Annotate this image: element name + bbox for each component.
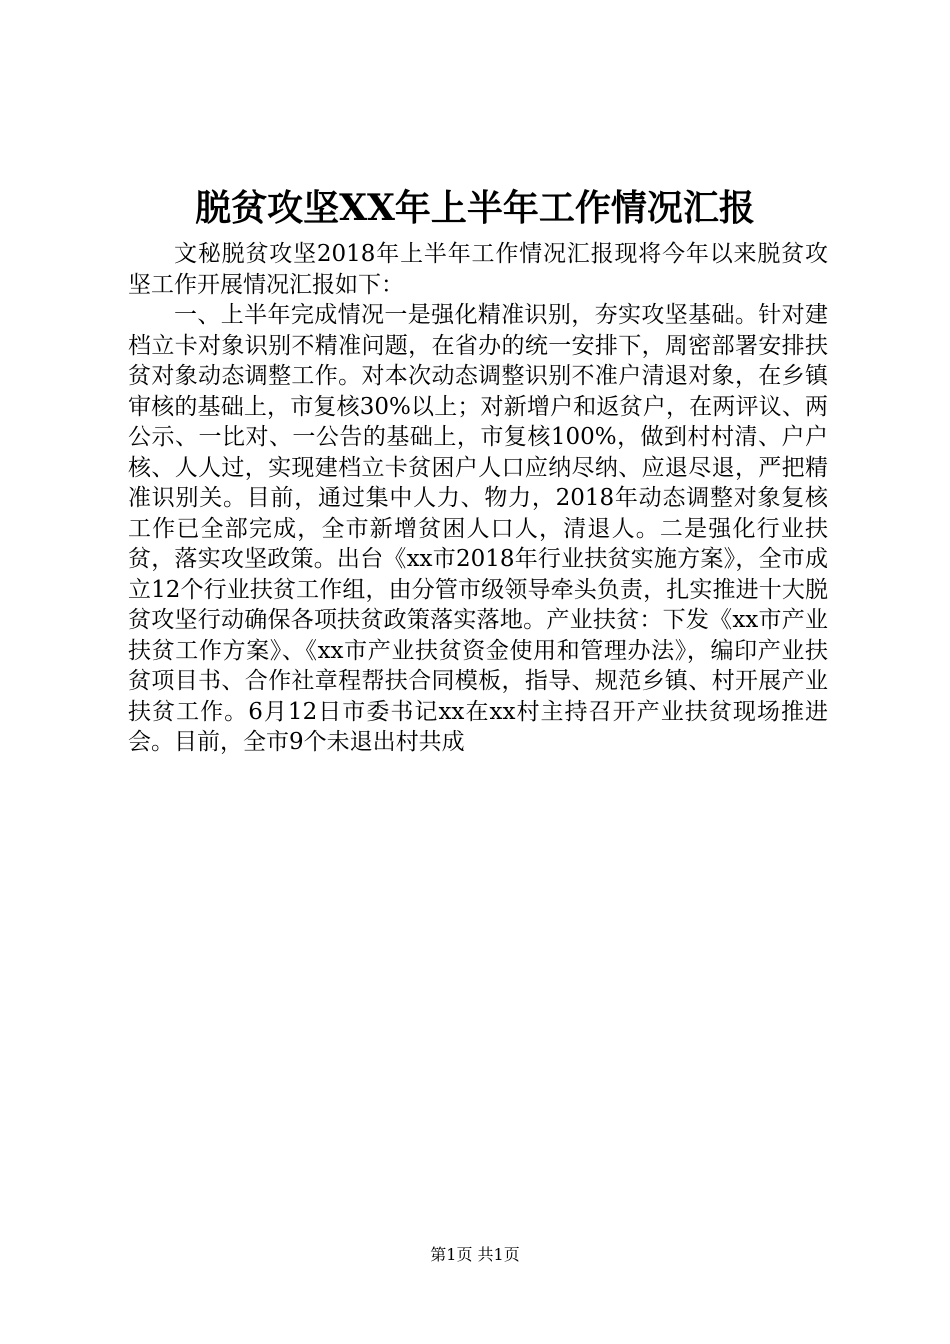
document-body	[128, 239, 828, 758]
paragraph-main: 一、上半年完成情况一是强化精准识别，夯实攻坚基础。针对建档立卡对象识别不精准问题，在省办的统一安排下，周密部署安排扶贫对象动态调整工作。对本次动态调整识别不准户清退对象，在乡镇审核的基础上，市复核30%以上；对新增户和返贫户，在两评议、两公示、一比对、一公告的基础上，市复核100%，做到村村清、户户核、人人过，实现建档立卡贫困户人口应纳尽纳、应退尽退，严把精准识别关。目前，通过集中人力、物力，2018年动态调整对象复核工作已全部完成，全市新增贫困人口人，清退人。二是强化行业扶贫，落实攻坚政策。出台《xx市2018年行业扶贫实施方案》，全市成立12个行业扶贫工作组，由分管市级领导牵头负责，扎实推进十大脱贫攻坚行动确保各项扶贫政策落实落地。产业扶贫：下发《xx市产业扶贫工作方案》、《xx市产业扶贫资金使用和管理办法》，编印产业扶贫项目书、合作社章程帮扶合同模板，指导、规范乡镇、村开展产业扶贫工作。6月12日市委书记xx在xx村主持召开产业扶贫现场推进会。目前，全市9个未退出村共成	[128, 302, 828, 755]
document-title: 脱贫攻坚XX年上半年工作情况汇报	[195, 187, 755, 229]
paragraph-intro: 文秘脱贫攻坚2018年上半年工作情况汇报现将今年以来脱贫攻坚工作开展情况汇报如下：	[128, 241, 828, 298]
page-footer: 第1页 共1页	[430, 1245, 520, 1264]
